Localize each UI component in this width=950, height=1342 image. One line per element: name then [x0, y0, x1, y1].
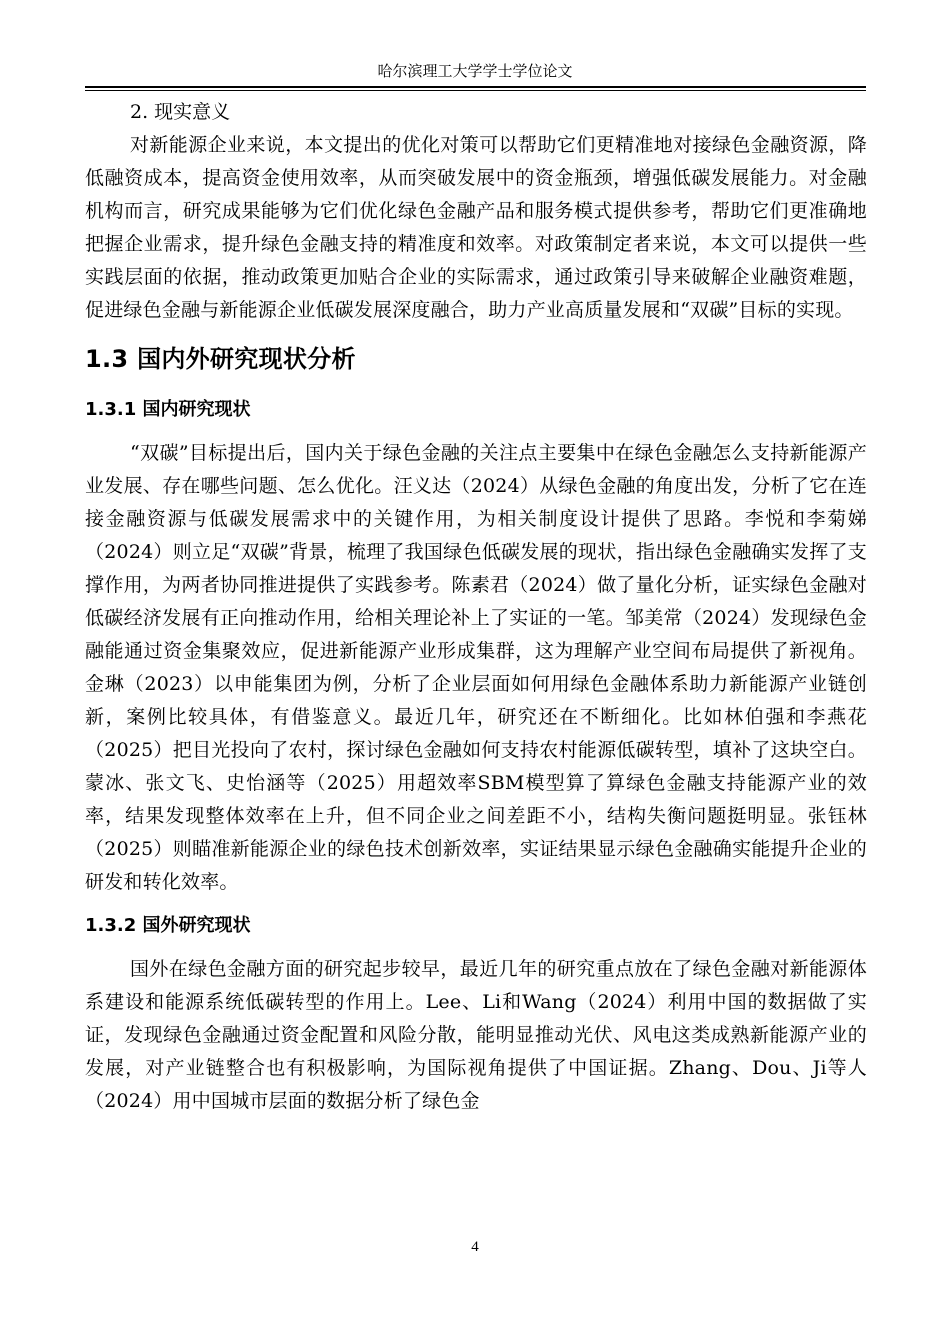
paragraph-practical-significance: 对新能源企业来说，本文提出的优化对策可以帮助它们更精准地对接绿色金融资源，降低融资成本，提高资金使用效率，从而突破发展中的资金瓶颈，增强低碳发展能力。对金融机构而言，研究成果能够为它们优化绿色金融产品和服务模式提供参考，帮助它们更准确地把握企业需求，提升绿色金融支持的精准度和效率。对政策制定者来说，本文可以提供一些实践层面的依据，推动政策更加贴合企业的实际需求，通过政策引导来破解企业融资难题，促进绿色金融与新能源企业低碳发展深度融合，助力产业高质量发展和“双碳”目标的实现。 — [85, 134, 867, 321]
subsection-heading-domestic: 1.3.1 国内研究现状 — [85, 399, 251, 420]
page-number: 4 — [471, 1239, 479, 1255]
page-body — [85, 96, 867, 1118]
header-rule-thin — [85, 90, 866, 91]
subsection-heading-foreign: 1.3.2 国外研究现状 — [85, 915, 251, 936]
paragraph-foreign-research: 国外在绿色金融方面的研究起步较早，最近几年的研究重点放在了绿色金融对新能源体系建设和能源系统低碳转型的作用上。Lee、Li和Wang（2024）利用中国的数据做了实证，发现绿色金融通过资金配置和风险分散，能明显推动光伏、风电这类成熟新能源产业的发展，对产业链整合也有积极影响，为国际视角提供了中国证据。Zhang、Dou、Ji等人（2024）用中国城市层面的数据分析了绿色金 — [85, 958, 867, 1112]
paragraph-domestic-research: “双碳”目标提出后，国内关于绿色金融的关注点主要集中在绿色金融怎么支持新能源产业发展、存在哪些问题、怎么优化。汪义达（2024）从绿色金融的角度出发，分析了它在连接金融资源与低碳发展需求中的关键作用，为相关制度设计提供了思路。李悦和李菊娣（2024）则立足“双碳”背景，梳理了我国绿色低碳发展的现状，指出绿色金融确实发挥了支撑作用，为两者协同推进提供了实践参考。陈素君（2024）做了量化分析，证实绿色金融对低碳经济发展有正向推动作用，给相关理论补上了实证的一笔。邹美常（2024）发现绿色金融能通过资金集聚效应，促进新能源产业形成集群，这为理解产业空间布局提供了新视角。金琳（2023）以申能集团为例，分析了企业层面如何用绿色金融体系助力新能源产业链创新，案例比较具体，有借鉴意义。最近几年，研究还在不断细化。比如林伯强和李燕花（2025）把目光投向了农村，探讨绿色金融如何支持农村能源低碳转型，填补了这块空白。蒙冰、张文飞、史怡涵等（2025）用超效率SBM模型算了算绿色金融支持能源产业的效率，结果发现整体效率在上升，但不同企业之间差距不小，结构失衡问题挺明显。张钰林（2025）则瞄准新能源企业的绿色技术创新效率，实证结果显示绿色金融确实能提升企业的研发和转化效率。 — [85, 442, 867, 893]
section-heading: 1.3 国内外研究现状分析 — [85, 345, 356, 373]
header-rule-thick — [85, 86, 866, 88]
list-item-practical-significance: 2. 现实意义 — [130, 101, 231, 123]
running-header: 哈尔滨理工大学学士学位论文 — [377, 64, 573, 80]
